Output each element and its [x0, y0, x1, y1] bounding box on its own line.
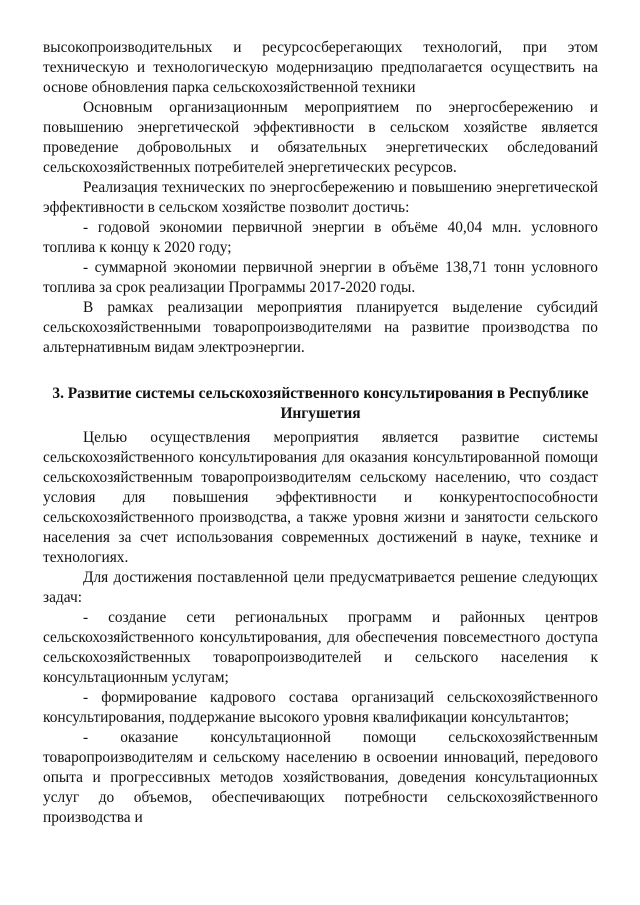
document-page [43, 38, 598, 828]
paragraph: Реализация технических по энергосбережению и повышению энергетической эффективности в сельском хозяйстве позволит достичь: [43, 179, 598, 216]
paragraph: Целью осуществления мероприятия является развитие системы сельскохозяйственного консультирования для оказания консультированной помощи сельскохозяйственным товаропроизводителям сельскому населению, что создаст условия для повышения эффективности и конкурентоспособности сельскохозяйственного производства, а также уровня жизни и занятости сельского населения за счет использования современных достижений в науке, технике и технологиях. [43, 429, 598, 566]
paragraph: высокопроизводительных и ресурсосберегающих технологий, при этом техническую и технологическую модернизацию предполагается осуществить на основе обновления парка сельскохозяйственной техники [43, 39, 598, 96]
list-item: - годовой экономии первичной энергии в объёме 40,04 млн. условного топлива к концу к 2020 году; [43, 219, 598, 256]
list-item: - формирование кадрового состава организаций сельскохозяйственного консультирования, поддержание высокого уровня квалификации консультантов; [43, 689, 598, 726]
paragraph: Для достижения поставленной цели предусматривается решение следующих задач: [43, 569, 598, 606]
list-item: - создание сети региональных программ и районных центров сельскохозяйственного консультирования, для обеспечения повсеместного доступа сельскохозяйственных товаропроизводителей и сельского населения к консультационным услугам; [43, 609, 598, 686]
paragraph: В рамках реализации мероприятия планируется выделение субсидий сельскохозяйственными товаропроизводителями на развитие производства по альтернативным видам электроэнергии. [43, 299, 598, 356]
section-heading: 3. Развитие системы сельскохозяйственного консультирования в Республике Ингушетия [52, 385, 589, 422]
list-item: - суммарной экономии первичной энергии в объёме 138,71 тонн условного топлива за срок реализации Программы 2017-2020 годы. [43, 259, 598, 296]
list-item: - оказание консультационной помощи сельскохозяйственным товаропроизводителям и сельскому населению в освоении инноваций, передового опыта и прогрессивных методов хозяйствования, доведения консультационных услуг до объемов, обеспечивающих потребности сельскохозяйственного производства и [43, 729, 598, 826]
paragraph: Основным организационным мероприятием по энергосбережению и повышению энергетической эффективности в сельском хозяйстве является проведение добровольных и обязательных энергетических обследований сельскохозяйственных потребителей энергетических ресурсов. [43, 99, 598, 176]
